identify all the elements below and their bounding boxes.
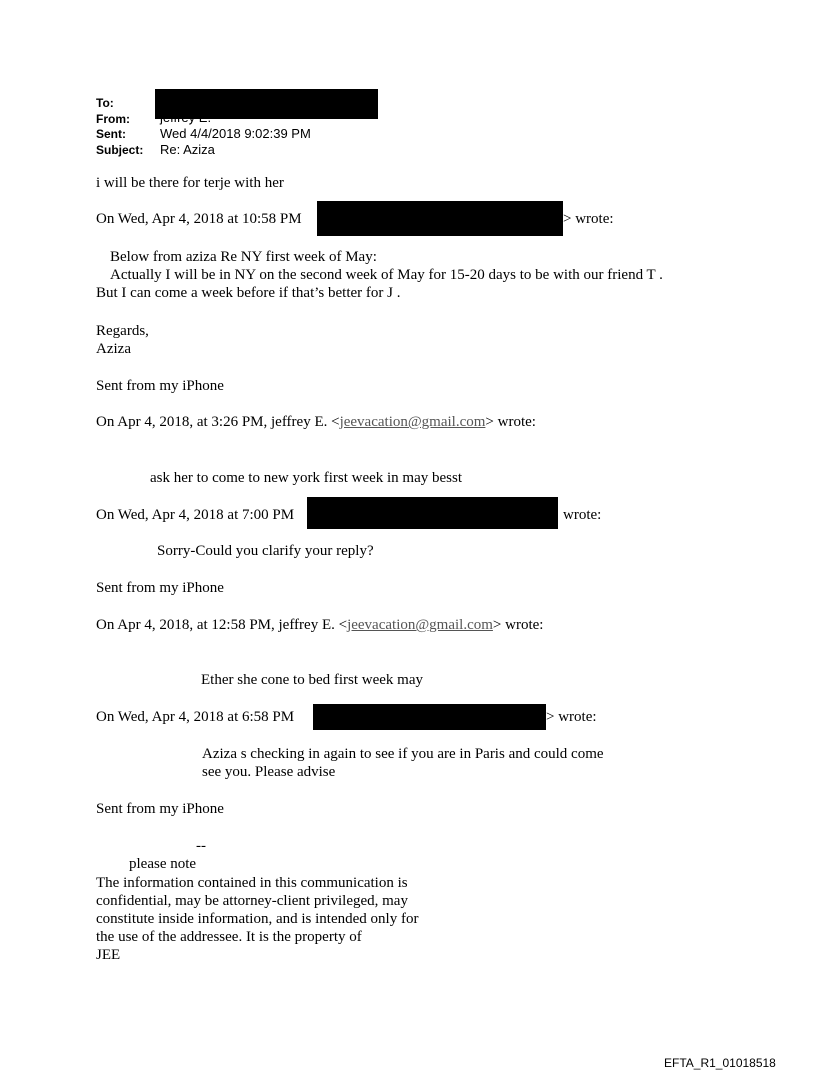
ether-message: Ether she cone to bed first week may	[201, 672, 424, 688]
aziza-checking-line-2: see you. Please advise	[202, 764, 336, 780]
signature-separator: --	[196, 838, 206, 854]
subject-label: Subject:	[96, 143, 144, 157]
subject-value: Re: Aziza	[160, 142, 215, 157]
redaction-sender-5	[313, 704, 546, 730]
email-link-2[interactable]: jeevacation@gmail.com	[347, 617, 493, 633]
reply-line: i will be there for terje with her	[96, 175, 284, 191]
disclaimer-line-2: confidential, may be attorney-client privileged, may	[96, 893, 408, 909]
document-id: EFTA_R1_01018518	[664, 1056, 776, 1070]
quote-header-5-wrote: > wrote:	[546, 709, 597, 725]
disclaimer-line-4: the use of the addressee. It is the property of	[96, 929, 362, 945]
disclaimer-line-5: JEE	[96, 947, 121, 963]
quote-header-4-prefix: On Apr 4, 2018, at 12:58 PM, jeffrey E. <	[96, 617, 348, 633]
quote-header-2-wrote: > wrote:	[485, 414, 536, 430]
quote-header-4	[96, 616, 543, 634]
redaction-to	[155, 89, 378, 119]
quote-header-4-wrote: > wrote:	[492, 617, 544, 633]
quote-header-1-wrote: > wrote:	[563, 211, 614, 227]
sent-from-iphone-1: Sent from my iPhone	[96, 378, 224, 394]
aziza-message-line-1: Actually I will be in NY on the second week of May for 15-20 days to be with our friend T .	[110, 267, 663, 283]
redaction-sender-3	[307, 497, 558, 529]
sent-from-iphone-3: Sent from my iPhone	[96, 801, 224, 817]
disclaimer-line-1: The information contained in this communication is	[96, 875, 408, 891]
disclaimer-line-3: constitute inside information, and is intended only for	[96, 911, 419, 927]
sent-value: Wed 4/4/2018 9:02:39 PM	[160, 126, 311, 141]
signature-aziza: Aziza	[96, 341, 131, 357]
forward-intro: Below from aziza Re NY first week of May:	[110, 249, 377, 265]
redaction-sender-1	[317, 201, 563, 236]
quote-header-3: On Wed, Apr 4, 2018 at 7:00 PM	[96, 507, 295, 523]
to-label: To:	[96, 96, 114, 110]
please-note: please note	[129, 856, 197, 872]
aziza-checking-line-1: Aziza s checking in again to see if you are in Paris and could come	[202, 746, 604, 762]
quote-header-1: On Wed, Apr 4, 2018 at 10:58 PM	[96, 211, 302, 227]
sent-label: Sent:	[96, 127, 126, 141]
regards: Regards,	[96, 323, 149, 339]
quote-header-3-wrote: wrote:	[563, 507, 602, 523]
quote-header-5: On Wed, Apr 4, 2018 at 6:58 PM	[96, 709, 295, 725]
quote-header-2	[96, 413, 536, 431]
sent-from-iphone-2: Sent from my iPhone	[96, 580, 224, 596]
ask-message: ask her to come to new york first week in may besst	[150, 470, 463, 486]
aziza-message-line-2: But I can come a week before if that’s better for J .	[96, 285, 401, 301]
from-label: From:	[96, 112, 130, 126]
email-link-1[interactable]: jeevacation@gmail.com	[339, 414, 486, 430]
sorry-message: Sorry-Could you clarify your reply?	[157, 543, 374, 559]
quote-header-2-prefix: On Apr 4, 2018, at 3:26 PM, jeffrey E. <	[96, 414, 340, 430]
